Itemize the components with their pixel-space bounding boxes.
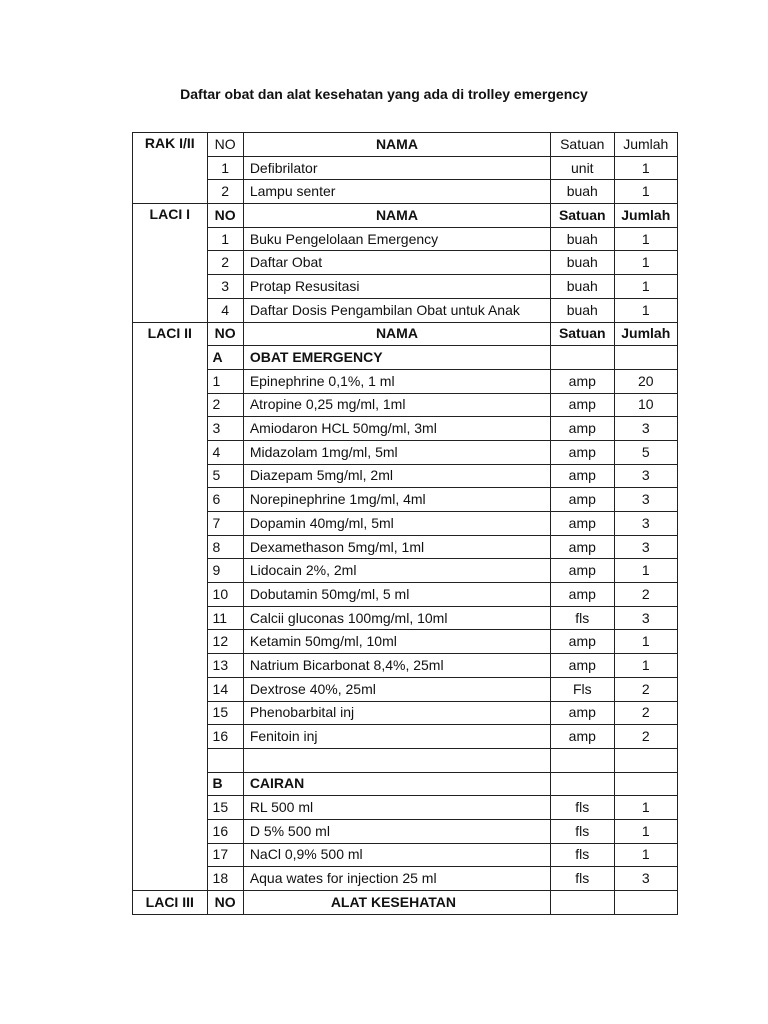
empty-cell xyxy=(207,748,243,772)
cell-nama: Amiodaron HCL 50mg/ml, 3ml xyxy=(243,417,550,441)
cell-jumlah: 3 xyxy=(614,417,677,441)
cell-jumlah: 3 xyxy=(614,512,677,536)
cell-no: 16 xyxy=(207,819,243,843)
table-row xyxy=(133,298,678,322)
cell-jumlah: 1 xyxy=(614,654,677,678)
table-row xyxy=(133,630,678,654)
table-row xyxy=(133,606,678,630)
cell-nama: Aqua wates for injection 25 ml xyxy=(243,867,550,891)
empty-cell xyxy=(551,891,614,915)
cell-jumlah: 1 xyxy=(614,559,677,583)
cell-no: 9 xyxy=(207,559,243,583)
cell-satuan: amp xyxy=(551,701,614,725)
cell-nama: Protap Resusitasi xyxy=(243,275,550,299)
table-row xyxy=(133,440,678,464)
cell-nama: Diazepam 5mg/ml, 2ml xyxy=(243,464,550,488)
cell-no: 7 xyxy=(207,512,243,536)
cell-no: 10 xyxy=(207,583,243,607)
col-header-nama: NAMA xyxy=(243,322,550,346)
table-row xyxy=(133,227,678,251)
cell-nama: Lampu senter xyxy=(243,180,550,204)
cell-satuan: amp xyxy=(551,559,614,583)
cell-jumlah: 1 xyxy=(614,156,677,180)
cell-satuan: unit xyxy=(551,156,614,180)
cell-satuan: buah xyxy=(551,275,614,299)
table-row xyxy=(133,819,678,843)
cell-no: 3 xyxy=(207,417,243,441)
cell-nama: Daftar Obat xyxy=(243,251,550,275)
laci1-label: LACI I xyxy=(133,204,208,322)
cell-no: 1 xyxy=(207,369,243,393)
cell-nama: Buku Pengelolaan Emergency xyxy=(243,227,550,251)
cell-jumlah: 1 xyxy=(614,275,677,299)
section-code: B xyxy=(207,772,243,796)
cell-satuan: fls xyxy=(551,796,614,820)
laci2-label: LACI II xyxy=(133,322,208,891)
table-row xyxy=(133,796,678,820)
section-title: OBAT EMERGENCY xyxy=(243,346,550,370)
cell-jumlah: 3 xyxy=(614,464,677,488)
cell-no: 11 xyxy=(207,606,243,630)
cell-jumlah: 1 xyxy=(614,180,677,204)
cell-nama: Dextrose 40%, 25ml xyxy=(243,677,550,701)
cell-nama: Dopamin 40mg/ml, 5ml xyxy=(243,512,550,536)
table-row xyxy=(133,843,678,867)
cell-no: 16 xyxy=(207,725,243,749)
table-row xyxy=(133,677,678,701)
table-row xyxy=(133,417,678,441)
cell-nama: Phenobarbital inj xyxy=(243,701,550,725)
cell-no: 12 xyxy=(207,630,243,654)
col-header-no: NO xyxy=(207,133,243,157)
cell-satuan: fls xyxy=(551,867,614,891)
cell-satuan: amp xyxy=(551,535,614,559)
empty-cell xyxy=(551,346,614,370)
col-header-jumlah: Jumlah xyxy=(614,322,677,346)
cell-jumlah: 3 xyxy=(614,606,677,630)
cell-no: 6 xyxy=(207,488,243,512)
cell-nama: NaCl 0,9% 500 ml xyxy=(243,843,550,867)
cell-nama: Defibrilator xyxy=(243,156,550,180)
col-header-no: NO xyxy=(207,204,243,228)
cell-jumlah: 1 xyxy=(614,796,677,820)
table-row xyxy=(133,156,678,180)
document-title: Daftar obat dan alat kesehatan yang ada di trolley emergency xyxy=(180,86,588,102)
cell-no: 2 xyxy=(207,393,243,417)
table-row xyxy=(133,251,678,275)
cell-no: 14 xyxy=(207,677,243,701)
cell-satuan: buah xyxy=(551,180,614,204)
cell-satuan: amp xyxy=(551,512,614,536)
table-row xyxy=(133,867,678,891)
table-body xyxy=(133,133,678,915)
cell-nama: Midazolam 1mg/ml, 5ml xyxy=(243,440,550,464)
cell-jumlah: 3 xyxy=(614,488,677,512)
cell-no: 1 xyxy=(207,227,243,251)
cell-no: 3 xyxy=(207,275,243,299)
cell-no: 1 xyxy=(207,156,243,180)
col-header-satuan: Satuan xyxy=(551,204,614,228)
cell-jumlah: 1 xyxy=(614,298,677,322)
table-row xyxy=(133,464,678,488)
cell-jumlah: 2 xyxy=(614,701,677,725)
empty-cell xyxy=(614,891,677,915)
cell-jumlah: 1 xyxy=(614,843,677,867)
cell-jumlah: 20 xyxy=(614,369,677,393)
col-header-satuan: Satuan xyxy=(551,133,614,157)
cell-satuan: amp xyxy=(551,630,614,654)
laci2-header-row xyxy=(133,322,678,346)
laci3-header-row xyxy=(133,891,678,915)
cell-jumlah: 1 xyxy=(614,227,677,251)
cell-no: 8 xyxy=(207,535,243,559)
cell-satuan: buah xyxy=(551,227,614,251)
cell-no: 15 xyxy=(207,796,243,820)
cell-satuan: fls xyxy=(551,606,614,630)
cell-satuan: amp xyxy=(551,393,614,417)
cell-nama: Dexamethason 5mg/ml, 1ml xyxy=(243,535,550,559)
cell-jumlah: 2 xyxy=(614,725,677,749)
section-row xyxy=(133,346,678,370)
cell-jumlah: 10 xyxy=(614,393,677,417)
cell-no: 17 xyxy=(207,843,243,867)
cell-nama: Norepinephrine 1mg/ml, 4ml xyxy=(243,488,550,512)
cell-satuan: amp xyxy=(551,654,614,678)
cell-jumlah: 2 xyxy=(614,677,677,701)
empty-cell xyxy=(243,748,550,772)
cell-no: 4 xyxy=(207,440,243,464)
cell-nama: Natrium Bicarbonat 8,4%, 25ml xyxy=(243,654,550,678)
cell-jumlah: 1 xyxy=(614,630,677,654)
laci3-label: LACI III xyxy=(133,891,208,915)
col-header-jumlah: Jumlah xyxy=(614,133,677,157)
cell-jumlah: 1 xyxy=(614,819,677,843)
table-row xyxy=(133,369,678,393)
cell-no: 2 xyxy=(207,180,243,204)
emergency-trolley-table xyxy=(132,132,678,915)
cell-no: 2 xyxy=(207,251,243,275)
table-row xyxy=(133,559,678,583)
col-header-jumlah: Jumlah xyxy=(614,204,677,228)
cell-satuan: fls xyxy=(551,843,614,867)
section-title: CAIRAN xyxy=(243,772,550,796)
cell-satuan: Fls xyxy=(551,677,614,701)
col-header-satuan: Satuan xyxy=(551,322,614,346)
cell-nama: Calcii gluconas 100mg/ml, 10ml xyxy=(243,606,550,630)
laci1-header-row xyxy=(133,204,678,228)
cell-nama: Lidocain 2%, 2ml xyxy=(243,559,550,583)
table-row xyxy=(133,393,678,417)
cell-jumlah: 2 xyxy=(614,583,677,607)
cell-no: 5 xyxy=(207,464,243,488)
cell-jumlah: 5 xyxy=(614,440,677,464)
cell-satuan: amp xyxy=(551,583,614,607)
cell-nama: Ketamin 50mg/ml, 10ml xyxy=(243,630,550,654)
cell-nama: RL 500 ml xyxy=(243,796,550,820)
section-code: A xyxy=(207,346,243,370)
table-row xyxy=(133,583,678,607)
col-header-alat: ALAT KESEHATAN xyxy=(243,891,550,915)
cell-satuan: amp xyxy=(551,464,614,488)
cell-jumlah: 1 xyxy=(614,251,677,275)
cell-no: 4 xyxy=(207,298,243,322)
empty-cell xyxy=(551,772,614,796)
cell-satuan: amp xyxy=(551,369,614,393)
cell-no: 15 xyxy=(207,701,243,725)
cell-nama: Dobutamin 50mg/ml, 5 ml xyxy=(243,583,550,607)
table-row xyxy=(133,512,678,536)
table-row xyxy=(133,535,678,559)
table-row xyxy=(133,488,678,512)
table-row xyxy=(133,654,678,678)
table-row xyxy=(133,725,678,749)
blank-row xyxy=(133,748,678,772)
empty-cell xyxy=(614,346,677,370)
cell-satuan: amp xyxy=(551,440,614,464)
cell-jumlah: 3 xyxy=(614,535,677,559)
cell-nama: Epinephrine 0,1%, 1 ml xyxy=(243,369,550,393)
col-header-no: NO xyxy=(207,891,243,915)
empty-cell xyxy=(551,748,614,772)
cell-satuan: amp xyxy=(551,417,614,441)
cell-nama: Atropine 0,25 mg/ml, 1ml xyxy=(243,393,550,417)
empty-cell xyxy=(614,772,677,796)
empty-cell xyxy=(614,748,677,772)
cell-no: 13 xyxy=(207,654,243,678)
table-row xyxy=(133,701,678,725)
table-row xyxy=(133,275,678,299)
col-header-nama: NAMA xyxy=(243,133,550,157)
cell-nama: Daftar Dosis Pengambilan Obat untuk Anak xyxy=(243,298,550,322)
cell-satuan: amp xyxy=(551,488,614,512)
cell-satuan: buah xyxy=(551,298,614,322)
cell-satuan: fls xyxy=(551,819,614,843)
header-row xyxy=(133,133,678,157)
col-header-no: NO xyxy=(207,322,243,346)
rak-label: RAK I/II xyxy=(133,133,208,204)
table-row xyxy=(133,180,678,204)
section-row xyxy=(133,772,678,796)
cell-no: 18 xyxy=(207,867,243,891)
cell-jumlah: 3 xyxy=(614,867,677,891)
cell-nama: Fenitoin inj xyxy=(243,725,550,749)
cell-nama: D 5% 500 ml xyxy=(243,819,550,843)
cell-satuan: amp xyxy=(551,725,614,749)
cell-satuan: buah xyxy=(551,251,614,275)
col-header-nama: NAMA xyxy=(243,204,550,228)
